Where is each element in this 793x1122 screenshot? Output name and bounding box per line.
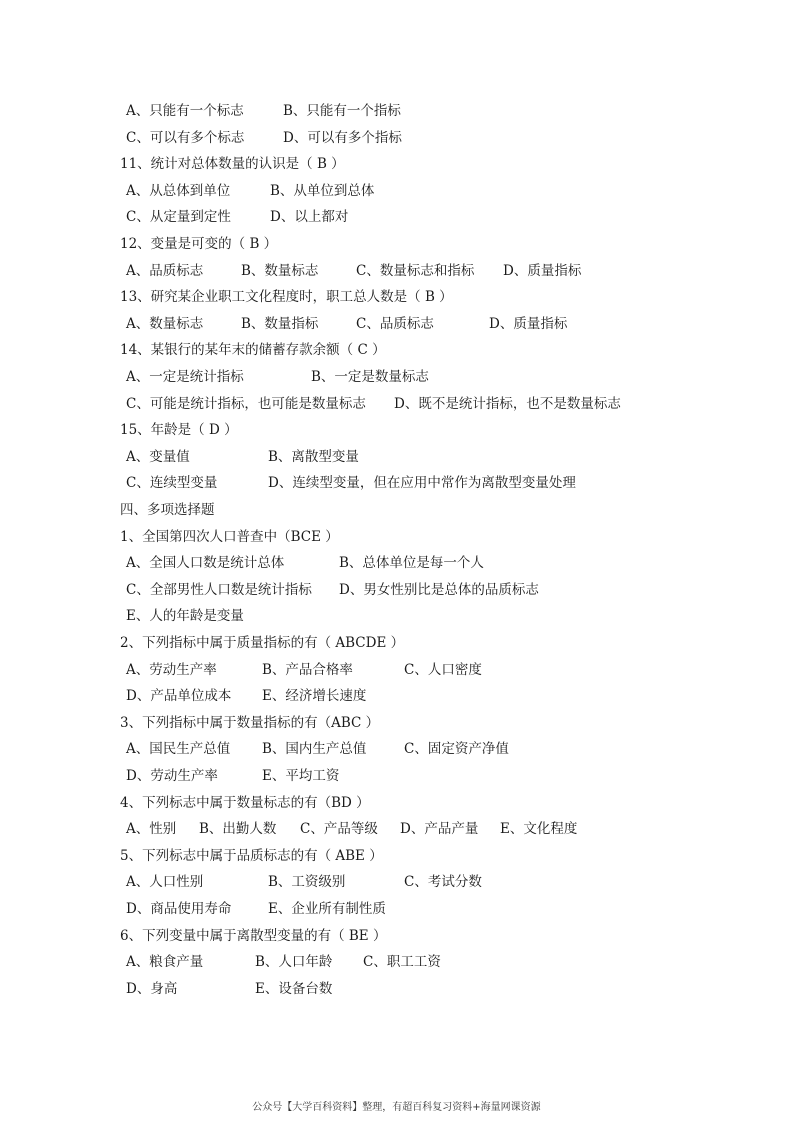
option-text: E、设备台数 <box>255 980 333 997</box>
option-text: D、劳动生产率 <box>126 768 218 784</box>
option-text: B、数量指标 <box>241 315 319 332</box>
option-text: B、国内生产总值 <box>262 741 367 758</box>
option-text: D、质量指标 <box>489 315 568 332</box>
option-text: B、总体单位是每一个人 <box>339 555 484 572</box>
option-text: A、品质标志 <box>126 262 204 279</box>
option-text: B、产品合格率 <box>262 661 353 678</box>
option-text: A、性别 <box>126 821 177 838</box>
option-text: E、经济增长速度 <box>262 688 367 705</box>
options-line <box>0 260 793 282</box>
option-text: A、从总体到单位 <box>126 182 231 199</box>
options-line <box>0 898 793 920</box>
options-line <box>0 552 793 574</box>
question-line: 6、下列变量中属于离散型变量的有（ BE ） <box>120 927 387 944</box>
option-text: D、连续型变量，但在应用中常作为离散型变量处理 <box>268 475 576 492</box>
option-text: D、以上都对 <box>270 209 349 226</box>
option-text: A、一定是统计指标 <box>126 369 244 385</box>
option-text: D、商品使用寿命 <box>126 901 232 917</box>
option-text: D、产品产量 <box>400 821 479 838</box>
question-line: 12、变量是可变的（ B ） <box>120 236 278 252</box>
option-text: E、人的年龄是变量 <box>126 608 244 625</box>
options-line <box>0 951 793 973</box>
options-line <box>0 127 793 149</box>
option-text: D、身高 <box>126 980 178 997</box>
options-line <box>0 579 793 601</box>
option-text: C、可以有多个标志 <box>126 129 245 146</box>
option-text: A、人口性别 <box>126 874 204 891</box>
option-text: C、数量标志和指标 <box>356 262 475 279</box>
options-line <box>0 605 793 627</box>
option-text: D、男女性别比是总体的品质标志 <box>339 581 539 598</box>
question-line: 13、研究某企业职工文化程度时，职工总人数是（ B ） <box>120 289 453 306</box>
option-text: B、数量标志 <box>241 262 319 279</box>
options-line <box>0 313 793 335</box>
question-line: 2、下列指标中属于质量指标的有（ ABCDE ） <box>120 635 405 651</box>
options-line <box>0 366 793 388</box>
option-text: C、连续型变量 <box>126 475 218 492</box>
options-line <box>0 685 793 707</box>
options-line <box>0 100 793 122</box>
question-line: 11、统计对总体数量的认识是（ B ） <box>120 156 345 173</box>
options-line <box>0 765 793 787</box>
question-line: 四、多项选择题 <box>120 502 215 518</box>
option-text: E、平均工资 <box>262 768 340 784</box>
options-line <box>0 978 793 1000</box>
option-text: C、产品等级 <box>300 821 378 838</box>
option-text: A、粮食产量 <box>126 954 204 971</box>
option-text: A、只能有一个标志 <box>126 103 244 119</box>
option-text: A、劳动生产率 <box>126 661 217 678</box>
question-line: 15、年龄是（ D ） <box>120 422 238 439</box>
question-line: 4、下列标志中属于数量标志的有（BD ） <box>120 794 370 811</box>
option-text: A、国民生产总值 <box>126 741 231 758</box>
option-text: C、全部男性人口数是统计指标 <box>126 581 312 598</box>
option-text: E、企业所有制性质 <box>268 901 386 917</box>
option-text: D、质量指标 <box>503 262 582 279</box>
option-text: D、可以有多个指标 <box>283 129 402 146</box>
option-text: C、品质标志 <box>356 315 434 332</box>
option-text: C、从定量到定性 <box>126 209 231 226</box>
option-text: A、数量标志 <box>126 315 204 332</box>
option-text: D、既不是统计指标，也不是数量标志 <box>394 395 621 412</box>
option-text: C、职工工资 <box>363 954 441 971</box>
option-text: A、全国人口数是统计总体 <box>126 555 285 572</box>
question-line: 1、全国第四次人口普查中（BCE ） <box>120 528 339 545</box>
options-line <box>0 446 793 468</box>
options-line <box>0 871 793 893</box>
option-text: B、一定是数量标志 <box>311 369 429 385</box>
option-text: B、从单位到总体 <box>270 182 375 199</box>
options-line <box>0 206 793 228</box>
option-text: B、工资级别 <box>268 874 346 891</box>
question-line: 5、下列标志中属于品质标志的有（ ABE ） <box>120 847 383 864</box>
option-text: B、离散型变量 <box>268 448 359 465</box>
page-footer: 公众号【大学百科资料】整理，有超百科复习资料+海量网课资源 <box>252 1102 541 1113</box>
question-line: 14、某银行的某年末的储蓄存款余额（ C ） <box>120 342 386 359</box>
option-text: C、人口密度 <box>404 661 482 678</box>
options-line <box>0 180 793 202</box>
options-line <box>0 738 793 760</box>
option-text: C、固定资产净值 <box>404 741 509 758</box>
option-text: C、考试分数 <box>404 874 482 891</box>
option-text: B、只能有一个指标 <box>283 103 401 119</box>
option-text: C、可能是统计指标，也可能是数量标志 <box>126 395 366 412</box>
option-text: A、变量值 <box>126 448 190 465</box>
option-text: B、出勤人数 <box>199 821 277 838</box>
options-line <box>0 659 793 681</box>
question-line: 3、下列指标中属于数量指标的有（ABC ） <box>120 714 380 731</box>
option-text: E、文化程度 <box>500 821 578 838</box>
options-line <box>0 472 793 494</box>
options-line <box>0 393 793 415</box>
option-text: B、人口年龄 <box>255 954 333 971</box>
options-line <box>0 818 793 840</box>
option-text: D、产品单位成本 <box>126 688 232 705</box>
